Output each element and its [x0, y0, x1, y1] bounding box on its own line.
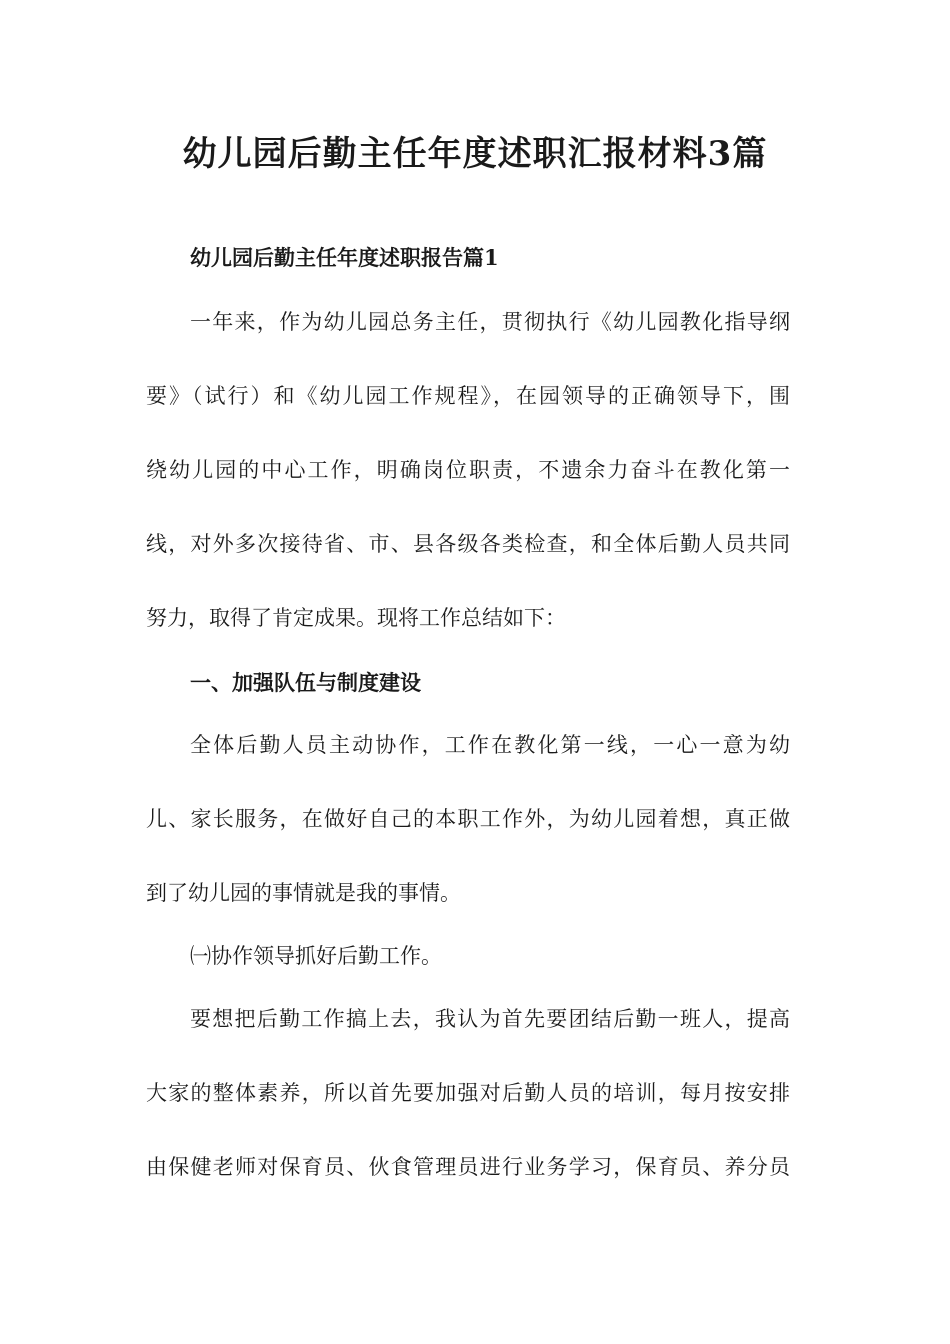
- paragraph-line: 到了幼儿园的事情就是我的事情。: [146, 881, 461, 905]
- paragraph-line: 要想把后勤工作搞上去，我认为首先要团结后勤一班人，提高: [190, 1007, 790, 1031]
- section-heading: 一、加强队伍与制度建设: [190, 670, 421, 695]
- paragraph-line: 儿、家长服务，在做好自己的本职工作外，为幼儿园着想，真正做: [146, 807, 790, 831]
- document-title: 幼儿园后勤主任年度述职汇报材料3篇: [182, 134, 768, 174]
- paragraph-line: 线，对外多次接待省、市、县各级各类检查，和全体后勤人员共同: [146, 532, 790, 556]
- paragraph-line: 全体后勤人员主动协作，工作在教化第一线，一心一意为幼: [190, 733, 790, 757]
- paragraph-line: 努力，取得了肯定成果。现将工作总结如下：: [146, 606, 566, 630]
- paragraph-line: 绕幼儿园的中心工作，明确岗位职责，不遗余力奋斗在教化第一: [146, 458, 790, 482]
- paragraph-line: 要》（试行）和《幼儿园工作规程》，在园领导的正确领导下，围: [146, 384, 790, 408]
- paragraph-line: 由保健老师对保育员、伙食管理员进行业务学习，保育员、养分员: [146, 1155, 790, 1179]
- paragraph-line: 大家的整体素养，所以首先要加强对后勤人员的培训，每月按安排: [146, 1081, 790, 1105]
- paragraph-line: 一年来，作为幼儿园总务主任，贯彻执行《幼儿园教化指导纲: [190, 310, 790, 334]
- section-subtitle: 幼儿园后勤主任年度述职报告篇1: [190, 245, 499, 270]
- subsection-heading: ㈠协作领导抓好后勤工作。: [190, 944, 442, 968]
